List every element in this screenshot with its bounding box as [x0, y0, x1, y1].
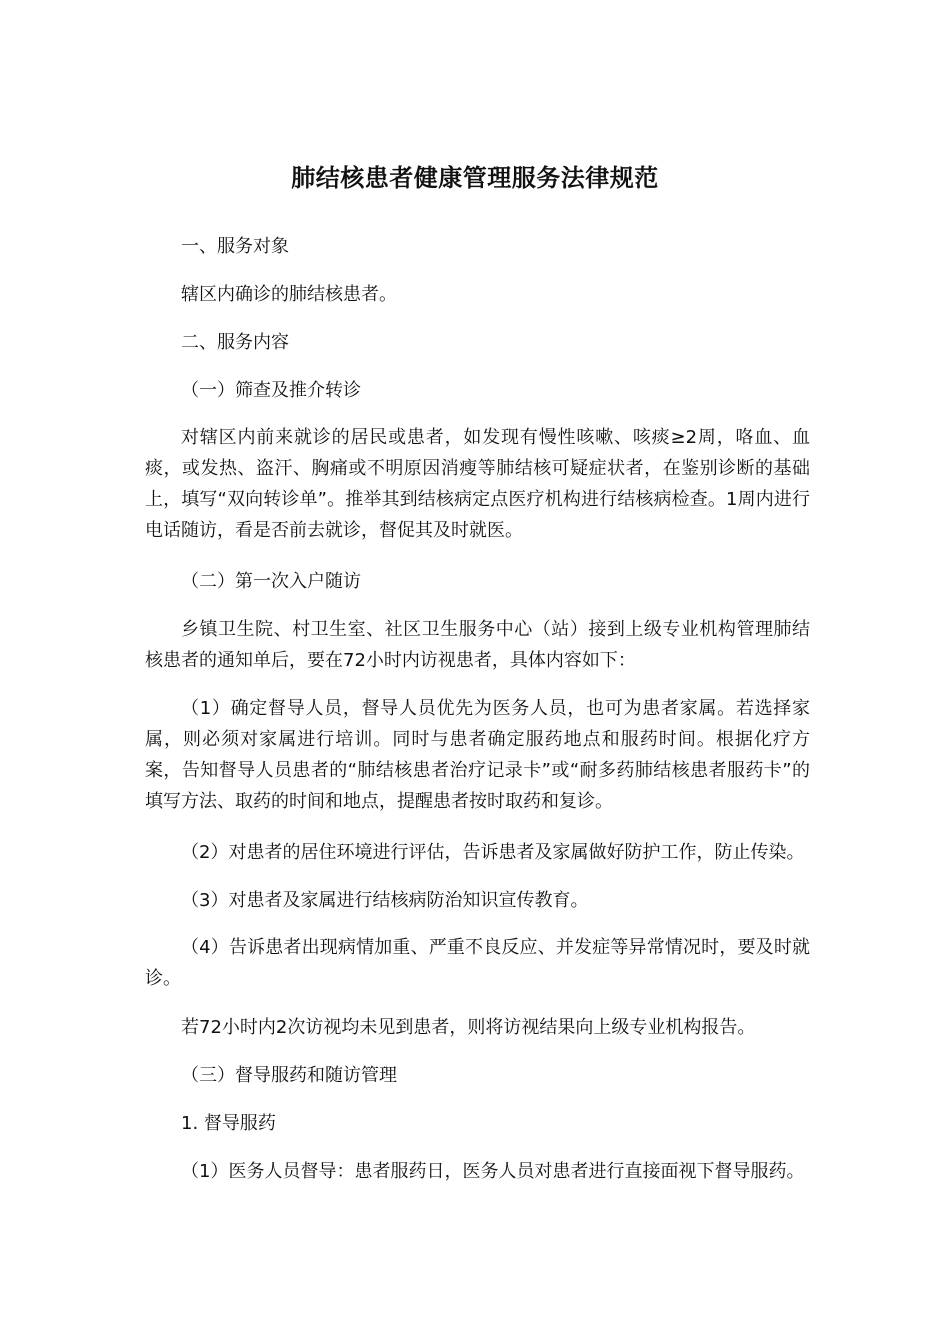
paragraph-item-3: （3）对患者及家属进行结核病防治知识宣传教育。 [181, 890, 589, 911]
paragraph-item-4: （4）告诉患者出现病情加重、严重不良反应、并发症等异常情况时，要及时就诊。 [145, 937, 810, 989]
subsection-heading-first-visit: （二）第一次入户随访 [181, 571, 361, 592]
paragraph-item-1: （1）确定督导人员，督导人员优先为医务人员，也可为患者家属。若选择家属，则必须对家属进行培训。同时与患者确定服药地点和服药时间。根据化疗方案，告知督导人员患者的“肺结核患者治疗记录卡”或“耐多药肺结核患者服药卡”的填写方法、取药的时间和地点，提醒患者按时取药和复诊。 [145, 698, 810, 812]
paragraph-first-visit: 乡镇卫生院、村卫生室、社区卫生服务中心（站）接到上级专业机构管理肺结核患者的通知单后，要在72小时内访视患者，具体内容如下： [145, 619, 810, 671]
paragraph-item-2: （2）对患者的居住环境进行评估，告诉患者及家属做好防护工作，防止传染。 [181, 842, 805, 863]
paragraph-medical-supervision: （1）医务人员督导：患者服药日，医务人员对患者进行直接面视下督导服药。 [181, 1161, 805, 1182]
section-heading-service-target: 一、服务对象 [181, 236, 289, 257]
paragraph-service-target: 辖区内确诊的肺结核患者。 [181, 284, 397, 305]
list-heading-supervised-medication: 1. 督导服药 [181, 1113, 276, 1134]
paragraph-report: 若72小时内2次访视均未见到患者，则将访视结果向上级专业机构报告。 [181, 1017, 756, 1038]
paragraph-screening: 对辖区内前来就诊的居民或患者，如发现有慢性咳嗽、咳痰≥2周，咯血、血痰，或发热、盗汗、胸痛或不明原因消瘦等肺结核可疑症状者，在鉴别诊断的基础上，填写“双向转诊单”。推举其到结核病定点医疗机构进行结核病检查。1周内进行电话随访，看是否前去就诊，督促其及时就医。 [145, 427, 810, 541]
document-title: 肺结核患者健康管理服务法律规范 [291, 163, 659, 192]
subsection-heading-screening: （一）筛查及推介转诊 [181, 380, 361, 401]
section-heading-service-content: 二、服务内容 [181, 332, 289, 353]
subsection-heading-supervision: （三）督导服药和随访管理 [181, 1065, 397, 1086]
